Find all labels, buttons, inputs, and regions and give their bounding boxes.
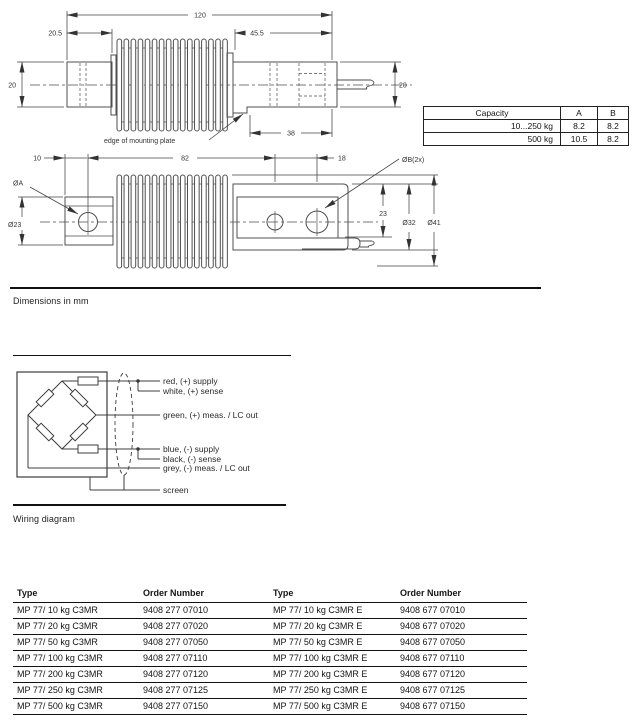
wiring-caption: Wiring diagram [13,514,75,524]
order-number-cell: 9408 277 07150 [139,699,269,715]
order-table-row [13,603,527,619]
wire-black [138,449,160,459]
section-divider [13,504,286,506]
dim-left-section: 20.5 [48,30,62,38]
dim-depth-23: 23 [379,211,387,218]
bellows [117,175,227,268]
type-cell: MP 77/ 250 kg C3MR E [269,683,396,699]
hidden-lines [270,63,325,106]
type-header-right: Type [269,583,396,603]
series-resistor-bottom [78,445,98,453]
type-header-left: Type [13,583,139,603]
cable-gland [302,238,360,249]
dim-right-height: 20 [399,82,407,90]
wire-label-red: red, (+) supply [163,376,218,386]
dimensions-note: Dimensions in mm [13,296,89,306]
junction-dot [136,379,139,382]
dim-dia-41: Ø41 [427,220,441,227]
capacity-header: Capacity [424,107,561,120]
order-table-row [13,619,527,635]
section-divider [13,355,291,356]
capacity-row [424,120,629,133]
order-table-row [13,635,527,651]
capacity-header-row [424,107,629,120]
cable [337,80,371,89]
order-table-header-row [13,583,527,603]
type-cell: MP 77/ 10 kg C3MR E [269,603,396,619]
dim-hole-b: ØB(2x) [402,157,425,164]
wire-grey [28,415,160,468]
order-number-header-right: Order Number [396,583,527,603]
dim-hole-spacing: 18 [338,155,346,163]
wire-label-white: white, (+) sense [163,386,224,396]
dim-a-value: 10.5 [561,133,598,146]
strain-gauges [36,377,98,453]
wheatstone-bridge [28,381,96,449]
order-number-cell: 9408 677 07110 [396,651,527,667]
order-number-cell: 9408 277 07020 [139,619,269,635]
type-cell: MP 77/ 50 kg C3MR [13,635,139,651]
type-cell: MP 77/ 50 kg C3MR E [269,635,396,651]
type-cell: MP 77/ 10 kg C3MR [13,603,139,619]
type-cell: MP 77/ 500 kg C3MR E [269,699,396,715]
dim-right-section: 45.5 [250,30,264,38]
type-cell: MP 77/ 20 kg C3MR E [269,619,396,635]
order-table-row [13,651,527,667]
capacity-table [423,106,629,146]
wire-white [138,381,160,391]
load-cell-top-view-drawing [0,146,450,291]
dim-left-height: 20 [8,82,16,90]
order-number-cell: 9408 677 07150 [396,699,527,715]
order-number-cell: 9408 677 07125 [396,683,527,699]
order-number-cell: 9408 277 07050 [139,635,269,651]
order-number-header-left: Order Number [139,583,269,603]
order-table-row [13,683,527,699]
load-cell-side-view-drawing [0,0,420,150]
order-number-table [13,583,527,715]
wire-label-green: green, (+) meas. / LC out [163,410,258,420]
capacity-row [424,133,629,146]
dim-dia-32: Ø32 [402,220,416,227]
wire-label-black: black, (-) sense [163,454,222,464]
junction-dot [136,447,139,450]
wire-label-blue: blue, (-) supply [163,444,220,454]
capacity-value: 500 kg [424,133,561,146]
section-divider [10,287,541,289]
wire-label-screen: screen [163,485,189,495]
order-table-row [13,667,527,683]
order-number-cell: 9408 677 07120 [396,667,527,683]
dim-bellows-length: 82 [181,155,189,163]
order-number-cell: 9408 677 07010 [396,603,527,619]
load-cell-housing-outline [17,372,107,477]
side-view-outline [30,39,412,131]
dim-b-value: 8.2 [598,120,629,133]
cable [360,241,372,247]
type-cell: MP 77/ 200 kg C3MR E [269,667,396,683]
order-number-cell: 9408 677 07050 [396,635,527,651]
body-block [233,62,337,113]
dim-hole-a: ØA [13,180,24,188]
col-a-header: A [561,107,598,120]
order-number-cell: 9408 277 07110 [139,651,269,667]
dim-dia-23: Ø23 [8,222,22,229]
mounting-plate-note: edge of mounting plate [104,138,176,145]
dim-a-value: 8.2 [561,120,598,133]
order-number-cell: 9408 277 07010 [139,603,269,619]
type-cell: MP 77/ 100 kg C3MR E [269,651,396,667]
order-table-row [13,699,527,715]
top-view-outline [40,175,378,268]
body-block [233,184,348,250]
wiring-diagram [10,362,310,507]
capacity-value: 10...250 kg [424,120,561,133]
series-resistor-top [78,377,98,385]
type-cell: MP 77/ 200 kg C3MR [13,667,139,683]
dim-mount-width: 38 [287,130,295,138]
order-number-cell: 9408 277 07120 [139,667,269,683]
cable-sheath [115,373,133,475]
type-cell: MP 77/ 100 kg C3MR [13,651,139,667]
type-cell: MP 77/ 250 kg C3MR [13,683,139,699]
order-number-cell: 9408 677 07020 [396,619,527,635]
dim-offset: 10 [33,155,41,163]
type-cell: MP 77/ 20 kg C3MR [13,619,139,635]
dim-total-length: 120 [194,12,206,20]
type-cell: MP 77/ 500 kg C3MR [13,699,139,715]
order-number-cell: 9408 277 07125 [139,683,269,699]
dim-b-value: 8.2 [598,133,629,146]
wire-label-grey: grey, (-) meas. / LC out [163,463,250,473]
col-b-header: B [598,107,629,120]
